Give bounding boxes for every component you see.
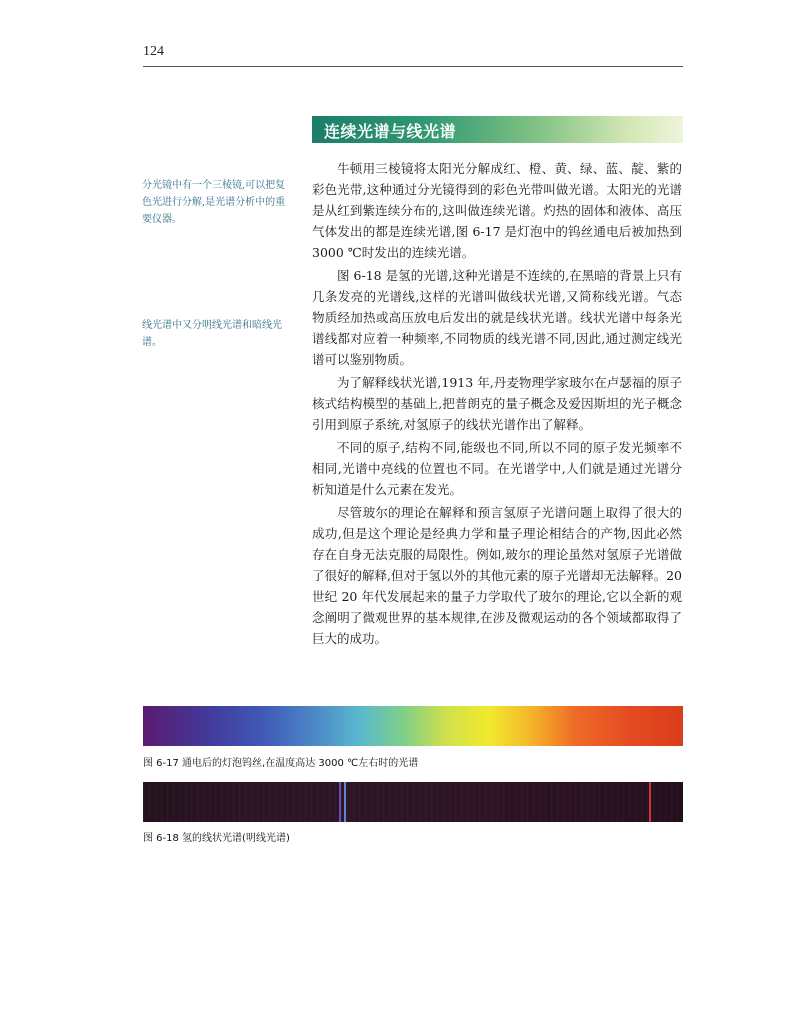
paragraph: 不同的原子,结构不同,能级也不同,所以不同的原子发光频率不相同,光谱中亮线的位置也不同。在光谱学中,人们就是通过光谱分析知道是什么元素在发光。 — [312, 440, 682, 497]
margin-note-spectroscope: 分光镜中有一个三棱镜,可以把复色光进行分解,是光谱分析中的重要仪器。 — [142, 180, 286, 225]
figure-caption-6-18: 图 6-18 氢的线状光谱(明线光谱) — [143, 833, 290, 844]
body-text — [312, 158, 682, 651]
paragraph: 牛顿用三棱镜将太阳光分解成红、橙、黄、绿、蓝、靛、紫的彩色光带,这种通过分光镜得到的彩色光带叫做光谱。太阳光的光谱是从红到紫连续分布的,这叫做连续光谱。灼热的固体和液体、高压气体发出的都是连续光谱,图 6-17 是灯泡中的钨丝通电后被加热到 3000 ℃时发出的连续光谱。 — [312, 161, 682, 260]
emission-line-blue — [344, 782, 346, 822]
paragraph: 为了解释线状光谱,1913 年,丹麦物理学家玻尔在卢瑟福的原子核式结构模型的基础上,把普朗克的量子概念及爱因斯坦的光子概念引用到原子系统,对氢原子的线状光谱作出了解释。 — [312, 375, 682, 432]
paragraph: 图 6-18 是氢的光谱,这种光谱是不连续的,在黑暗的背景上只有几条发亮的光谱线,这样的光谱叫做线状光谱,又简称线光谱。气态物质经加热或高压放电后发出的就是线状光谱。线状光谱中每条光谱线都对应着一种频率,不同物质的线光谱不同,因此,通过测定线光谱可以鉴别物质。 — [312, 268, 682, 367]
continuous-spectrum-image — [143, 706, 683, 746]
header-rule — [143, 66, 683, 67]
paragraph: 尽管玻尔的理论在解释和预言氢原子光谱问题上取得了很大的成功,但是这个理论是经典力学和量子理论相结合的产物,因此必然存在自身无法克服的局限性。例如,玻尔的理论虽然对氢原子光谱做了很好的解释,但对于氢以外的其他元素的原子光谱却无法解释。20 世纪 20 年代发展起来的量子力学取代了玻尔的理论,它以全新的观念阐明了微观世界的基本规律,在涉及微观运动的各个领域都取得了巨大的成功。 — [312, 505, 682, 646]
section-header — [312, 116, 683, 143]
section-title: 连续光谱与线光谱 — [324, 122, 457, 141]
spectrum-texture — [143, 782, 683, 822]
hydrogen-line-spectrum-image — [143, 782, 683, 822]
emission-line-violet — [339, 782, 341, 822]
figure-caption-6-17: 图 6-17 通电后的灯泡钨丝,在温度高达 3000 ℃左右时的光谱 — [143, 758, 419, 769]
emission-line-red — [649, 782, 651, 822]
margin-note-line-spectrum: 线光谱中又分明线光谱和暗线光谱。 — [142, 320, 282, 348]
page-number: 124 — [143, 44, 164, 59]
